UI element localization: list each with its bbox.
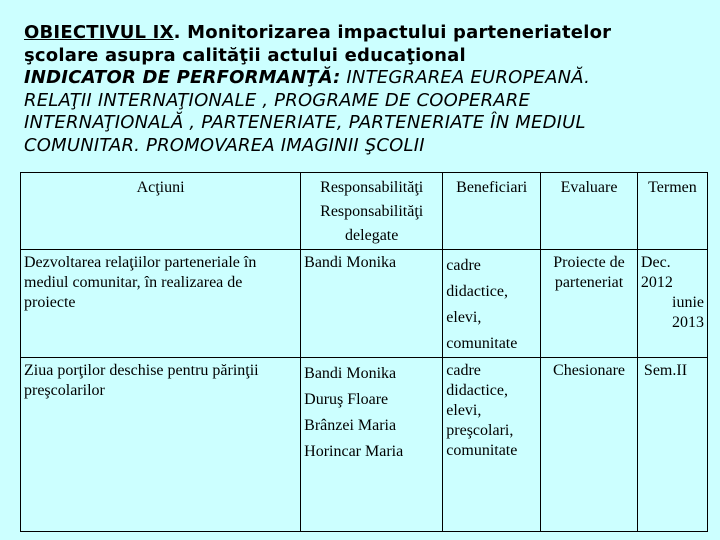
row-evaluation: Proiecte de parteneriat: [541, 250, 638, 358]
header-deadline: Termen: [637, 173, 707, 250]
deadline-item: iunie: [672, 294, 704, 311]
objective-line: [24, 22, 714, 45]
document-heading: [24, 22, 714, 157]
responsible-person: Duruş Floare: [304, 391, 389, 408]
table-row: [21, 250, 708, 358]
indicator-text-2: RELAŢII INTERNAŢIONALE , PROGRAME DE COOPERARE: [24, 89, 531, 111]
beneficiary-item: didactice,: [446, 283, 509, 300]
beneficiary-item: cadre: [446, 257, 481, 274]
beneficiary-item: elevi,: [446, 309, 482, 326]
deadline-item: Dec.: [640, 254, 671, 271]
beneficiary-item: preşcolari,: [446, 422, 514, 439]
row-deadline: [637, 358, 707, 532]
deadline-item: Sem.II: [643, 362, 688, 379]
responsible-person: Brânzei Maria: [304, 417, 397, 434]
responsible-person: Bandi Monika: [304, 254, 397, 271]
header-responsibilities-line-2: Responsabilităţi: [320, 203, 424, 220]
beneficiary-item: comunitate: [446, 442, 518, 459]
header-evaluation: Evaluare: [541, 173, 638, 250]
row-beneficiaries: [443, 358, 541, 532]
indicator-text-3: INTERNAŢIONALĂ , PARTENERIATE, PARTENERIATE ÎN MEDIUL: [24, 112, 586, 133]
deadline-item: 2012: [640, 274, 673, 291]
responsible-person: Bandi Monika: [304, 365, 397, 382]
row-responsible: [301, 358, 443, 532]
beneficiary-item: elevi,: [446, 402, 482, 419]
objective-line-2: [24, 45, 714, 68]
header-responsibilities: [301, 173, 443, 250]
indicator-line: [24, 67, 714, 90]
row-responsible: [301, 250, 443, 358]
header-beneficiaries: Beneficiari: [443, 173, 541, 250]
objective-text: . Monitorizarea impactului parteneriatelor: [173, 22, 612, 43]
header-actions: Acţiuni: [21, 173, 301, 250]
indicator-text-4: COMUNITAR. PROMOVAREA IMAGINII ŞCOLII: [24, 134, 425, 156]
objective-text-2: şcolare asupra calităţii actului educaţional: [24, 44, 466, 66]
beneficiary-item: comunitate: [446, 335, 518, 352]
indicator-label: INDICATOR DE PERFORMANŢĂ:: [24, 67, 341, 88]
row-evaluation: Chesionare: [541, 358, 638, 532]
deadline-item: 2013: [672, 314, 704, 331]
indicator-text-1: INTEGRAREA EUROPEANĂ.: [340, 67, 591, 88]
header-responsibilities-line-1: Responsabilităţi: [320, 179, 424, 196]
row-action: Ziua porţilor deschise pentru părinţii preşcolarilor: [21, 358, 301, 532]
responsible-person: Horincar Maria: [304, 443, 404, 460]
row-deadline: [637, 250, 707, 358]
activities-table: [20, 172, 708, 532]
beneficiary-item: didactice,: [446, 382, 509, 399]
header-responsibilities-line-3: delegate: [345, 227, 399, 244]
beneficiary-item: cadre: [446, 362, 481, 379]
objective-label: OBIECTIVUL IX: [24, 22, 174, 43]
row-beneficiaries: [443, 250, 541, 358]
row-action: Dezvoltarea relaţiilor parteneriale în mediul comunitar, în realizarea de proiecte: [21, 250, 301, 358]
table-row: [21, 358, 708, 532]
table-header-row: [21, 173, 708, 250]
